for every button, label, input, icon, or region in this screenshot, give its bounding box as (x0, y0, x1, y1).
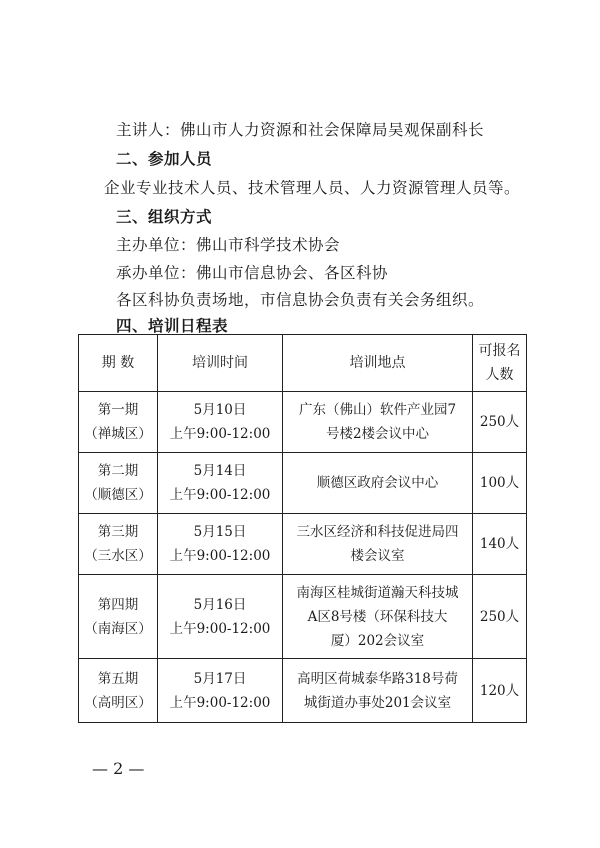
location-line: 号楼2楼会议中心 (325, 426, 430, 442)
time: 上午9:00-12:00 (169, 487, 271, 503)
schedule-table (78, 334, 527, 723)
date: 5月14日 (193, 463, 247, 479)
table-row (79, 514, 527, 575)
period: 第四期 (97, 596, 139, 613)
location-line: 楼会议室 (350, 548, 405, 564)
page-number: — 2 — (92, 759, 145, 778)
date: 5月16日 (193, 596, 247, 613)
location-line: 顺德区政府会议中心 (316, 475, 439, 491)
district: （三水区） (84, 548, 152, 564)
section-4-heading: 四、培训日程表 (116, 317, 229, 335)
section-3-heading: 三、组织方式 (116, 208, 213, 226)
date: 5月17日 (193, 670, 247, 687)
capacity: 100人 (473, 453, 527, 514)
district: （禅城区） (84, 426, 152, 442)
location-line: A区8号楼（环保科技大 (307, 608, 448, 625)
date: 5月15日 (193, 524, 247, 540)
district: （高明区） (84, 694, 152, 711)
table-row (79, 575, 527, 659)
location-line: 广东（佛山）软件产业园7 (298, 402, 457, 418)
period: 第三期 (97, 524, 139, 540)
time: 上午9:00-12:00 (169, 694, 271, 711)
date: 5月10日 (193, 402, 247, 418)
organizer-unit: 承办单位：佛山市信息协会、各区科协 (116, 264, 389, 282)
period: 第一期 (97, 402, 139, 418)
table-row (79, 659, 527, 723)
header-time: 培训时间 (158, 335, 283, 392)
period: 第五期 (97, 670, 139, 687)
table-header-row (79, 335, 527, 392)
location-line: 厦）202会议室 (330, 632, 425, 649)
time: 上午9:00-12:00 (169, 426, 271, 442)
time: 上午9:00-12:00 (169, 620, 271, 637)
district: （顺德区） (84, 487, 152, 503)
responsibility-text: 各区科协负责场地，市信息协会负责有关会务组织。 (116, 291, 485, 309)
location-line: 三水区经济和科技促进局四 (296, 524, 459, 540)
location-line: 南海区桂城街道瀚天科技城 (296, 584, 459, 601)
table-row (79, 453, 527, 514)
speaker-line: 主讲人：佛山市人力资源和社会保障局吴观保副科长 (116, 121, 485, 139)
header-capacity (473, 335, 527, 392)
section-2-text: 企业专业技术人员、技术管理人员、人力资源管理人员等。 (104, 179, 521, 197)
capacity: 140人 (473, 514, 527, 575)
header-capacity-line2: 人数 (485, 367, 514, 383)
host-unit: 主办单位：佛山市科学技术协会 (116, 236, 341, 254)
header-capacity-line1: 可报名 (478, 343, 521, 359)
table-row (79, 392, 527, 453)
period: 第二期 (97, 463, 139, 479)
header-location: 培训地点 (283, 335, 473, 392)
section-2-heading: 二、参加人员 (116, 150, 213, 168)
capacity: 250人 (473, 392, 527, 453)
district: （南海区） (84, 620, 152, 637)
location-line: 高明区荷城泰华路318号荷 (297, 670, 458, 687)
capacity: 120人 (473, 659, 527, 723)
capacity: 250人 (473, 575, 527, 659)
location-line: 城街道办事处201会议室 (303, 694, 452, 711)
time: 上午9:00-12:00 (169, 548, 271, 564)
header-period: 期 数 (79, 335, 158, 392)
